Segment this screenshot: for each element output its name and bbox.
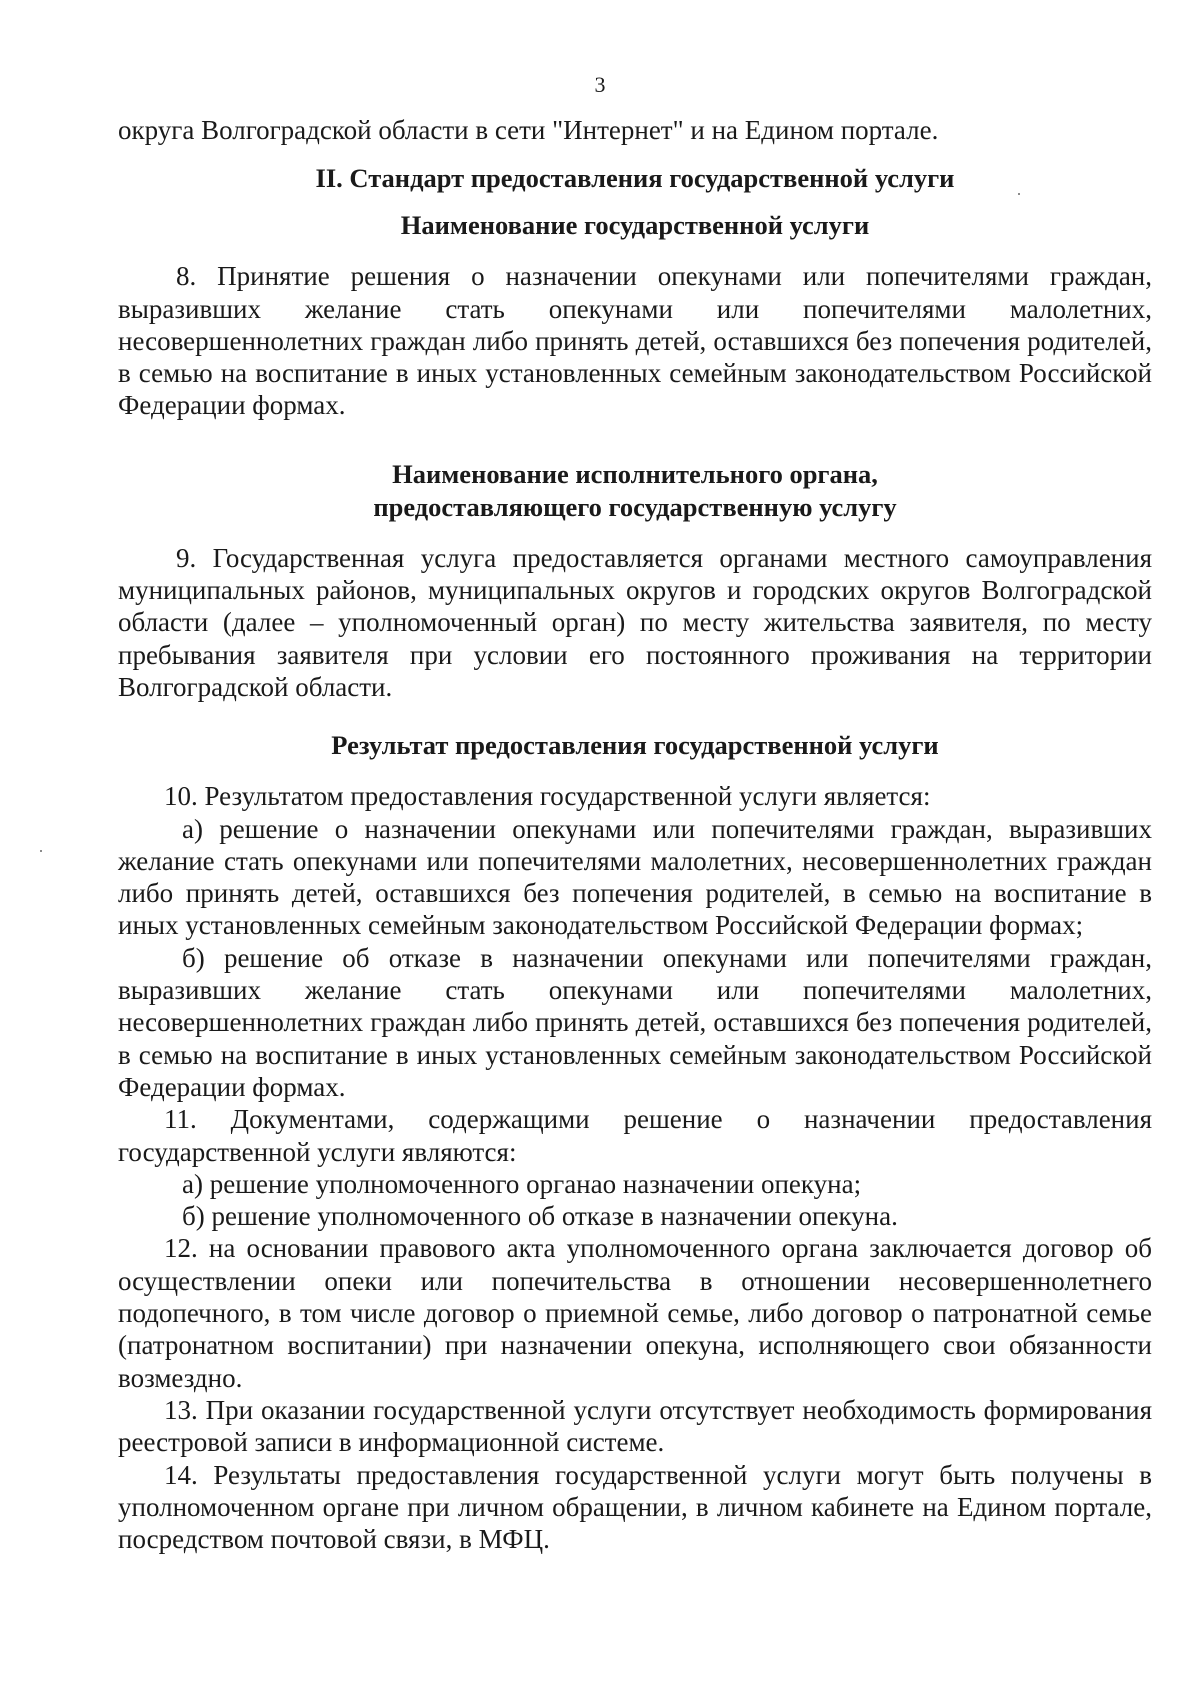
paragraph-10b: б) решение об отказе в назначении опекунами или попечителями граждан, выразивших желание стать опекунами или попечителями малолетних, несовершеннолетних граждан либо принять детей, оставшихся без попечения родителей, в семью на воспитание в иных установленных семейным законодательством Российской Федерации формах.	[118, 942, 1152, 1102]
subtitle-result: Результат предоставления государственной услуги	[331, 730, 939, 761]
subtitle-organ-line-1: Наименование исполнительного органа,	[392, 458, 878, 489]
paragraph-11b: б) решение уполномоченного об отказе в назначении опекуна.	[182, 1201, 898, 1232]
paragraph-11: 11. Документами, содержащими решение о назначении предоставления государственной услуги являются:	[118, 1104, 1152, 1167]
subtitle-organ-line-2: предоставляющего государственную услугу	[373, 491, 897, 522]
paragraph-8: 8. Принятие решения о назначении опекунами или попечителями граждан, выразивших желание стать опекунами или попечителями малолетних, несовершеннолетних граждан либо принять детей, оставшихся без попечения родителей, в семью на воспитание в иных установленных семейным законодательством Российской Федерации формах.	[118, 261, 1152, 421]
paragraph-10: 10. Результатом предоставления государственной услуги является:	[164, 781, 931, 812]
paragraph-12: 12. на основании правового акта уполномоченного органа заключается договор об осуществлении опеки или попечительства в отношении несовершеннолетнего подопечного, в том числе договор о приемной семье, либо договор о патронатной семье (патронатном воспитании) при назначении опекуна, исполняющего свои обязанности возмездно.	[118, 1233, 1152, 1393]
section-title: II. Стандарт предоставления государственной услуги	[315, 163, 955, 194]
paragraph-13: 13. При оказании государственной услуги отсутствует необходимость формирования реестровой записи в информационной системе.	[118, 1394, 1152, 1458]
paragraph-10a: а) решение о назначении опекунами или попечителями граждан, выразивших желание стать опекунами или попечителями малолетних, несовершеннолетних граждан либо принять детей, оставшихся без попечения родителей, в семью на воспитание в иных установленных семейным законодательством Российской Федерации формах;	[118, 813, 1152, 941]
intro-line: округа Волгоградской области в сети "Интернет" и на Едином портале.	[118, 115, 939, 145]
paragraph-14: 14. Результаты предоставления государственной услуги могут быть получены в уполномоченном органе при личном обращении, в личном кабинете на Едином портале, посредством почтовой связи, в МФЦ.	[118, 1459, 1152, 1555]
document-body	[118, 114, 1152, 1555]
paragraph-11a: а) решение уполномоченного органао назначении опекуна;	[182, 1168, 862, 1199]
scan-speck	[1018, 193, 1020, 195]
scan-speck	[40, 850, 42, 852]
paragraph-9: 9. Государственная услуга предоставляется органами местного самоуправления муниципальных районов, муниципальных округов и городских округов Волгоградской области (далее – уполномоченный орган) по месту жительства заявителя, по месту пребывания заявителя при условии его постоянного проживания на территории Волгоградской области.	[118, 542, 1152, 702]
page-number: 3	[594, 72, 606, 97]
subtitle-service-name: Наименование государственной услуги	[400, 210, 870, 241]
